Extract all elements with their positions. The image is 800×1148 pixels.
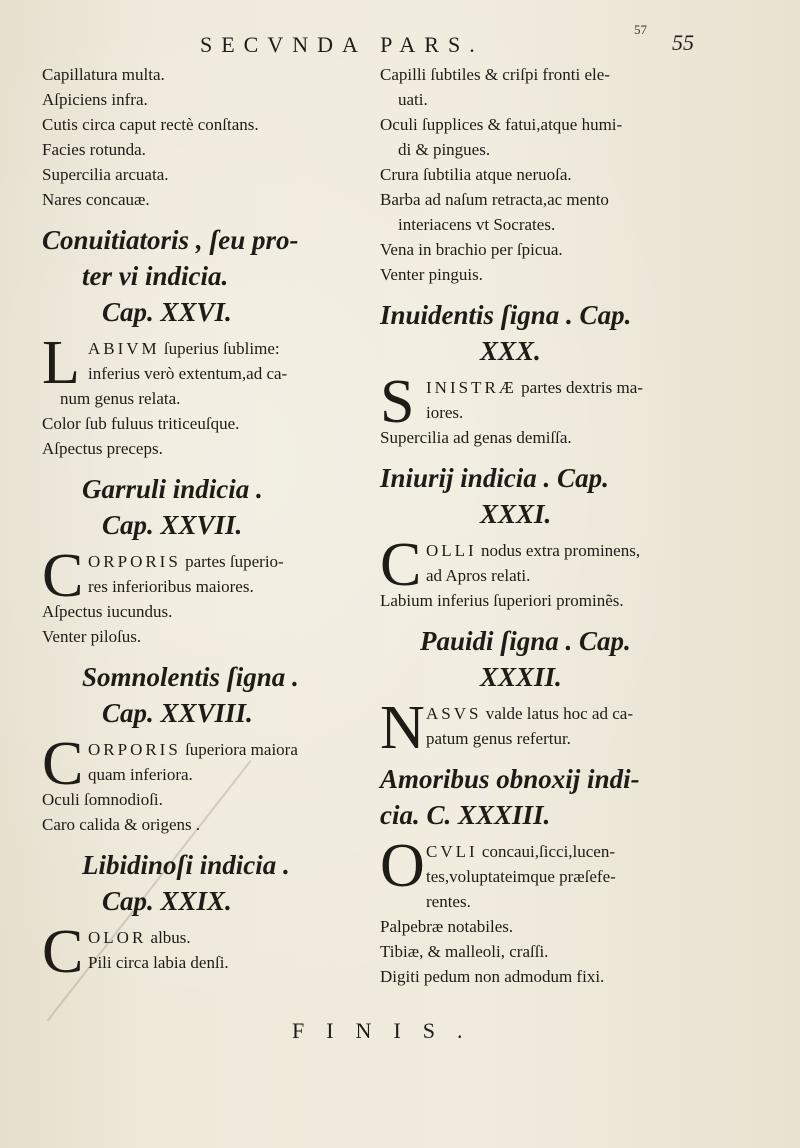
section-heading: Somnolentis ſigna . — [82, 662, 299, 692]
drop-cap: C — [42, 542, 84, 610]
chapter-number: Cap. XXVII. — [102, 510, 243, 540]
text-line: num genus relata. — [60, 389, 181, 408]
paragraph — [42, 329, 362, 411]
list-item: Caro calida & origens . — [42, 815, 201, 834]
list-item: Supercilia arcuata. — [42, 165, 169, 184]
text-line: interiacens vt Socrates. — [398, 215, 556, 234]
text-line: quam inferiora. — [88, 765, 193, 784]
lead-caps: ORPORIS — [88, 740, 181, 759]
list-item: Digiti pedum non admodum fixi. — [380, 967, 605, 986]
list-item: Color ſub fuluus triticeuſque. — [42, 414, 240, 433]
list-item: Capillatura multa. — [42, 65, 165, 84]
drop-cap: N — [380, 694, 425, 762]
chapter-number: XXX. — [480, 336, 541, 366]
section-heading: Inuidentis ſigna . Cap. — [380, 300, 632, 330]
lead-text: concaui,ſicci,lucen- — [477, 842, 616, 861]
left-column — [42, 62, 362, 986]
drop-cap: C — [380, 531, 422, 599]
paragraph — [380, 368, 700, 436]
text-line: iores. — [426, 403, 464, 422]
lead-caps: CVLI — [426, 842, 478, 861]
text-line: tes,voluptateimque præſefe- — [426, 867, 616, 886]
paragraph — [42, 730, 362, 798]
lead-caps: ASVS — [426, 704, 482, 723]
list-item: Supercilia ad genas demiſſa. — [380, 428, 572, 447]
lead-text: albus. — [146, 928, 191, 947]
lead-text: ſuperiora maiora — [180, 740, 298, 759]
chapter-number: XXXI. — [480, 499, 552, 529]
lead-caps: OLLI — [426, 541, 477, 560]
text-line: inferius verò extentum,ad ca- — [88, 364, 288, 383]
lead-caps: OLOR — [88, 928, 147, 947]
list-item: Barba ad naſum retracta,ac mento — [380, 190, 609, 209]
chapter-number: Cap. XXVIII. — [102, 698, 253, 728]
list-item: Venter pinguis. — [380, 265, 483, 284]
lead-text: partes dextris ma- — [516, 378, 643, 397]
drop-cap: O — [380, 832, 425, 900]
folio-number: 55 — [672, 30, 694, 55]
lead-caps: INISTRÆ — [426, 378, 517, 397]
list-item: Nares concauæ. — [42, 190, 150, 209]
section-heading: Iniurij indicia . Cap. — [380, 463, 609, 493]
list-item: Crura ſubtilia atque neruoſa. — [380, 165, 572, 184]
list-item: Vena in brachio per ſpicua. — [380, 240, 563, 259]
drop-cap: C — [42, 918, 84, 986]
paragraph — [42, 918, 362, 986]
paragraph — [42, 542, 362, 610]
chapter-number: Cap. XXVI. — [102, 297, 232, 327]
lead-text: nodus extra prominens, — [476, 541, 641, 560]
drop-cap: L — [42, 329, 80, 397]
text-line: patum genus refertur. — [426, 729, 571, 748]
text-line: rentes. — [426, 892, 471, 911]
text-line: uati. — [398, 90, 428, 109]
chapter-number: cia. C. XXXIII. — [380, 800, 551, 830]
lead-text: valde latus hoc ad ca- — [481, 704, 633, 723]
drop-cap: S — [380, 368, 415, 436]
list-item: Capilli ſubtiles & criſpi fronti ele- — [380, 65, 610, 84]
list-item: Venter piloſus. — [42, 627, 142, 646]
lead-text: partes ſuperio- — [180, 552, 284, 571]
text-line: Pili circa labia denſi. — [88, 953, 229, 972]
finis-colophon: FINIS. — [292, 1018, 485, 1043]
list-item: Aſpectus preceps. — [42, 439, 163, 458]
chapter-number: Cap. XXIX. — [102, 886, 232, 916]
section-heading: Pauidi ſigna . Cap. — [420, 626, 631, 656]
lead-caps: ORPORIS — [88, 552, 181, 571]
paragraph — [380, 531, 700, 599]
lead-text: ſuperius ſublime: — [159, 339, 280, 358]
lead-caps: ABIVM — [88, 339, 160, 358]
list-item: Palpebræ notabiles. — [380, 917, 514, 936]
section-heading: ter vi indicia. — [82, 261, 229, 291]
list-item: Cutis circa caput rectè conſtans. — [42, 115, 259, 134]
chapter-number: XXXII. — [480, 662, 562, 692]
text-line: ad Apros relati. — [426, 566, 531, 585]
running-head: SECVNDA PARS. — [200, 32, 484, 57]
section-heading: Amoribus obnoxij indi- — [380, 764, 640, 794]
corner-mark: 57 — [634, 22, 647, 37]
section-heading: Conuitiatoris , ſeu pro- — [42, 225, 299, 255]
list-item: Labium inferius ſuperiori prominẽs. — [380, 591, 624, 610]
text-line: res inferioribus maiores. — [88, 577, 254, 596]
list-item: Oculi ſomnodioſi. — [42, 790, 163, 809]
list-item: Aſpiciens infra. — [42, 90, 148, 109]
list-item: Tibiæ, & malleoli, craſſi. — [380, 942, 549, 961]
paragraph — [380, 832, 700, 914]
section-heading: Garruli indicia . — [82, 474, 263, 504]
list-item: Facies rotunda. — [42, 140, 146, 159]
list-item: Aſpectus iucundus. — [42, 602, 173, 621]
list-item: Oculi ſupplices & fatui,atque humi- — [380, 115, 623, 134]
section-heading: Libidinoſi indicia . — [82, 850, 290, 880]
drop-cap: C — [42, 730, 84, 798]
right-column — [380, 62, 700, 989]
text-line: di & pingues. — [398, 140, 491, 159]
paragraph — [380, 694, 700, 762]
